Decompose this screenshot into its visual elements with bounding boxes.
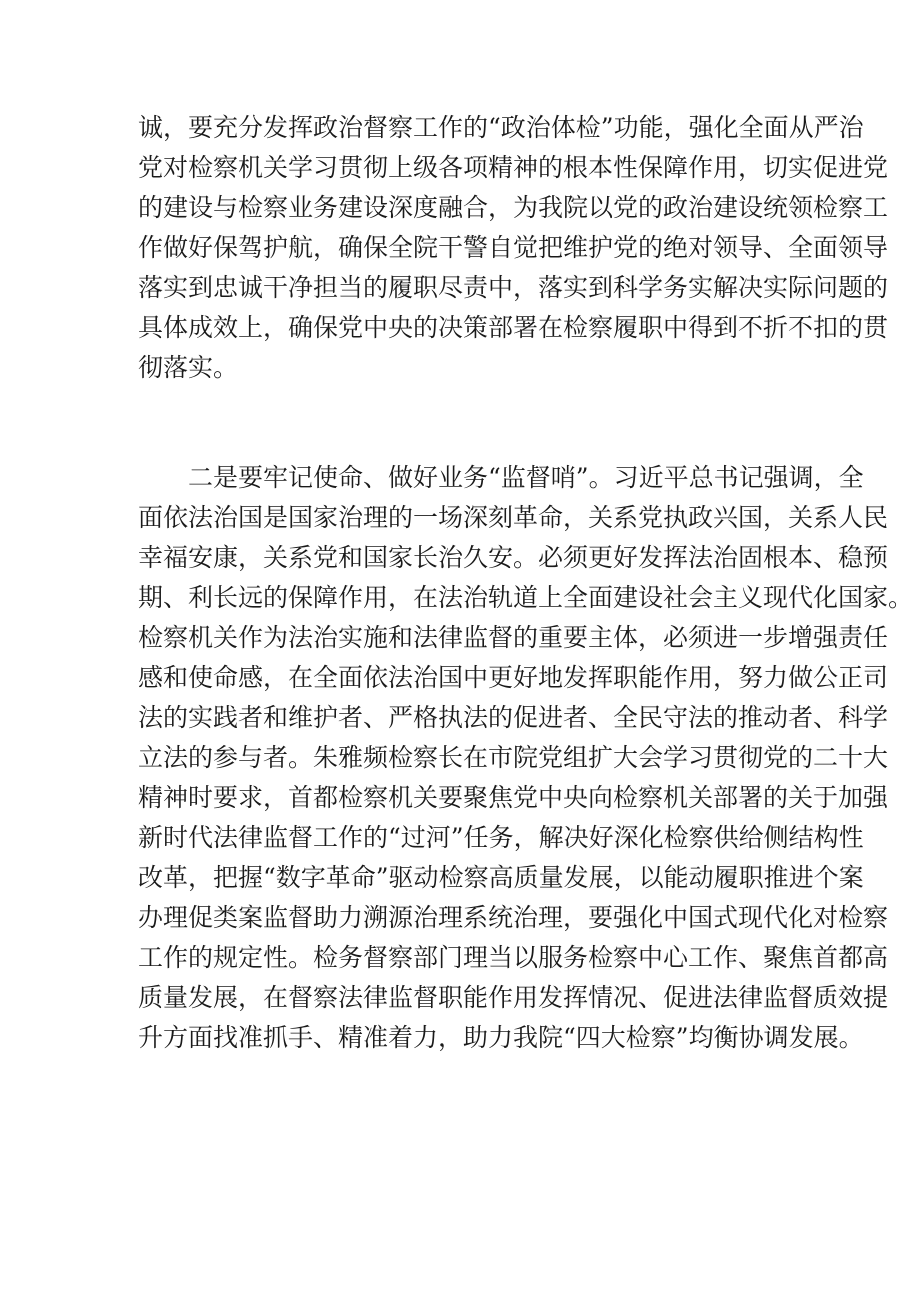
text-line: 具体成效上，确保党中央的决策部署在检察履职中得到不折不扣的贯 bbox=[138, 313, 889, 342]
text-line: 诚，要充分发挥政治督察工作的“政治体检”功能，强化全面从严治 bbox=[138, 113, 864, 142]
text-line: 升方面找准抓手、精准着力，助力我院“四大检察”均衡协调发展。 bbox=[138, 1023, 864, 1052]
text-line: 法的实践者和维护者、严格执法的促进者、全民守法的推动者、科学 bbox=[138, 703, 889, 732]
text-line: 立法的参与者。朱雅频检察长在市院党组扩大会学习贯彻党的二十大 bbox=[138, 743, 889, 772]
text-line: 党对检察机关学习贯彻上级各项精神的根本性保障作用，切实促进党 bbox=[138, 153, 889, 182]
text-line: 检察机关作为法治实施和法律监督的重要主体，必须进一步增强责任 bbox=[138, 623, 889, 652]
text-line: 幸福安康，关系党和国家长治久安。必须更好发挥法治固根本、稳预 bbox=[138, 543, 889, 572]
text-line: 精神时要求，首都检察机关要聚焦党中央向检察机关部署的关于加强 bbox=[138, 783, 889, 812]
text-line: 作做好保驾护航，确保全院干警自觉把维护党的绝对领导、全面领导 bbox=[138, 233, 889, 262]
paragraph-1 bbox=[138, 108, 889, 388]
document-body bbox=[138, 108, 914, 1058]
paragraph-2 bbox=[138, 458, 914, 1058]
text-line: 期、利长远的保障作用，在法治轨道上全面建设社会主义现代化国家。 bbox=[138, 583, 914, 612]
paragraph-spacer bbox=[138, 388, 788, 458]
text-line: 新时代法律监督工作的“过河”任务，解决好深化检察供给侧结构性 bbox=[138, 823, 864, 852]
text-line: 彻落实。 bbox=[138, 353, 239, 382]
text-line: 工作的规定性。检务督察部门理当以服务检察中心工作、聚焦首都高 bbox=[138, 943, 889, 972]
text-line: 落实到忠诚干净担当的履职尽责中，落实到科学务实解决实际问题的 bbox=[138, 273, 889, 302]
text-line: 改革，把握“数字革命”驱动检察高质量发展，以能动履职推进个案 bbox=[138, 863, 864, 892]
text-line: 办理促类案监督助力溯源治理系统治理，要强化中国式现代化对检察 bbox=[138, 903, 889, 932]
text-line: 面依法治国是国家治理的一场深刻革命，关系党执政兴国，关系人民 bbox=[138, 503, 889, 532]
text-line: 二是要牢记使命、做好业务“监督哨”。习近平总书记强调，全 bbox=[138, 463, 864, 492]
text-line: 感和使命感，在全面依法治国中更好地发挥职能作用，努力做公正司 bbox=[138, 663, 889, 692]
text-line: 的建设与检察业务建设深度融合，为我院以党的政治建设统领检察工 bbox=[138, 193, 889, 222]
text-line: 质量发展，在督察法律监督职能作用发挥情况、促进法律监督质效提 bbox=[138, 983, 889, 1012]
